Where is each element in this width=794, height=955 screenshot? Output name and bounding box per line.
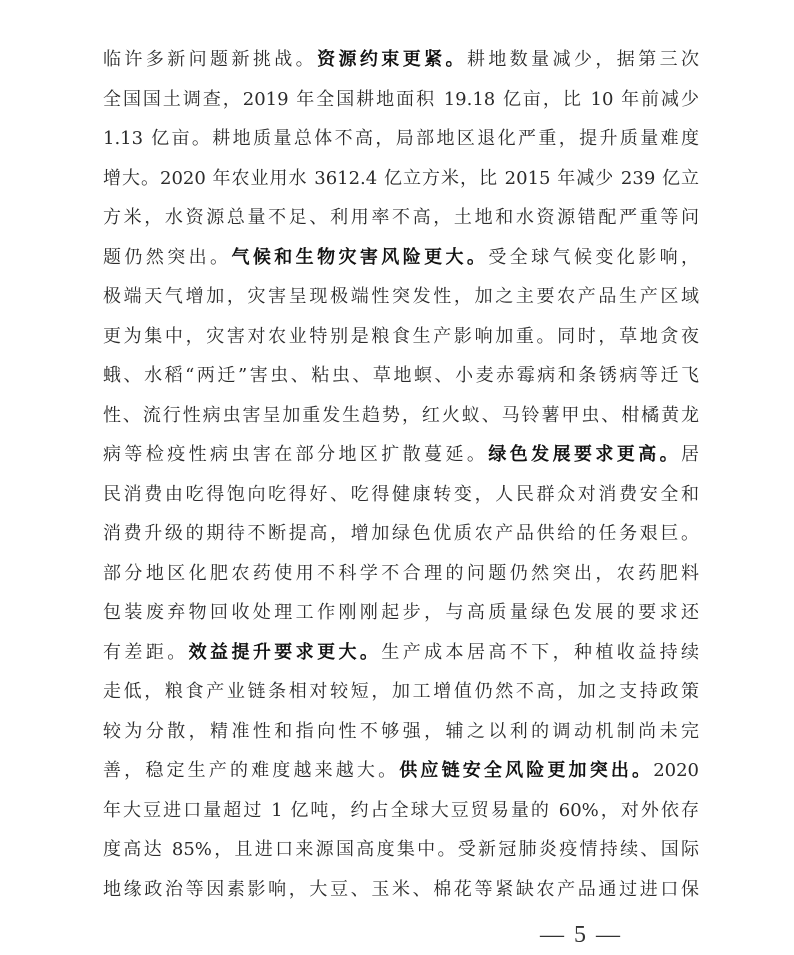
text-line — [103, 277, 699, 317]
text-segment: 耕地数量减少，据第三次 — [466, 49, 700, 70]
text-segment: 走低，粮食产业链条相对较短，加工增值仍然不高，加之支持政策 — [103, 681, 699, 702]
text-line — [103, 593, 699, 633]
text-segment: 地缘政治等因素影响，大豆、玉米、棉花等紧缺农产品通过进口保 — [103, 878, 699, 900]
bold-heading-text: 绿色发展要求更高。 — [488, 444, 682, 465]
text-segment: 消费升级的期待不断提高，增加绿色优质农产品供给的任务艰巨。 — [103, 523, 699, 544]
text-line — [103, 514, 699, 554]
text-segment: 生产成本居高不下，种植收益持续 — [381, 641, 700, 663]
bold-heading-text: 气候和生物灾害风险更大。 — [231, 246, 489, 268]
text-segment: 全国国土调查，2019 年全国耕地面积 19.18 亿亩，比 10 年前减少 — [103, 88, 699, 110]
text-line — [103, 159, 699, 199]
text-segment: 性、流行性病虫害呈加重发生趋势，红火蚁、马铃薯甲虫、柑橘黄龙 — [103, 404, 699, 426]
text-segment: 有差距。 — [103, 641, 189, 663]
bold-heading-text: 效益提升要求更大。 — [188, 641, 382, 663]
text-line — [103, 238, 699, 278]
text-segment: 病等检疫性病虫害在部分地区扩散蔓延。 — [103, 444, 489, 465]
page-number: — 5 — — [540, 922, 622, 948]
text-segment: 居 — [681, 444, 700, 465]
text-segment: 极端天气增加，灾害呈现极端性突发性，加之主要农产品生产区域 — [103, 286, 699, 307]
text-segment: 包装废弃物回收处理工作刚刚起步，与高质量绿色发展的要求还 — [103, 602, 699, 623]
text-segment: 蛾、水稻“两迁”害虫、粘虫、草地螟、小麦赤霉病和条锈病等迁飞 — [103, 365, 699, 386]
text-line — [103, 119, 699, 159]
text-line — [103, 712, 699, 752]
text-segment: 受全球气候变化影响， — [488, 246, 700, 268]
bold-heading-text: 资源约束更紧。 — [317, 49, 467, 70]
text-line — [103, 396, 699, 436]
bold-heading-text: 供应链安全风险更加突出。 — [399, 760, 654, 781]
text-line — [103, 475, 699, 515]
text-segment: 增大。2020 年农业用水 3612.4 亿立方米，比 2015 年减少 239 亿立 — [103, 167, 699, 189]
body-text — [103, 40, 699, 909]
text-line — [103, 317, 699, 357]
text-segment: 临许多新问题新挑战。 — [103, 49, 318, 70]
text-segment: 度高达 85%，且进口来源国高度集中。受新冠肺炎疫情持续、国际 — [103, 839, 699, 860]
text-segment: 善，稳定生产的难度越来越大。 — [103, 760, 400, 781]
text-segment: 较为分散，精准性和指向性不够强，辅之以利的调动机制尚未完 — [103, 720, 699, 742]
text-line — [103, 870, 699, 910]
text-line — [103, 633, 699, 673]
text-line — [103, 672, 699, 712]
text-segment: 民消费由吃得饱向吃得好、吃得健康转变，人民群众对消费安全和 — [103, 483, 699, 505]
text-segment: 方米，水资源总量不足、利用率不高，土地和水资源错配严重等问 — [103, 207, 699, 228]
text-segment: 部分地区化肥农药使用不科学不合理的问题仍然突出，农药肥料 — [103, 562, 699, 584]
text-segment: 2020 — [653, 760, 700, 781]
text-line — [103, 356, 699, 396]
text-line — [103, 751, 699, 791]
text-line — [103, 80, 699, 120]
text-line — [103, 830, 699, 870]
text-line — [103, 40, 699, 80]
text-segment: 更为集中，灾害对农业特别是粮食生产影响加重。同时，草地贪夜 — [103, 325, 699, 347]
text-line — [103, 198, 699, 238]
text-line — [103, 791, 699, 831]
text-line — [103, 554, 699, 594]
text-segment: 年大豆进口量超过 1 亿吨，约占全球大豆贸易量的 60%，对外依存 — [103, 799, 699, 821]
text-line — [103, 435, 699, 475]
text-segment: 题仍然突出。 — [103, 246, 232, 268]
text-segment: 1.13 亿亩。耕地质量总体不高，局部地区退化严重，提升质量难度 — [103, 128, 699, 149]
